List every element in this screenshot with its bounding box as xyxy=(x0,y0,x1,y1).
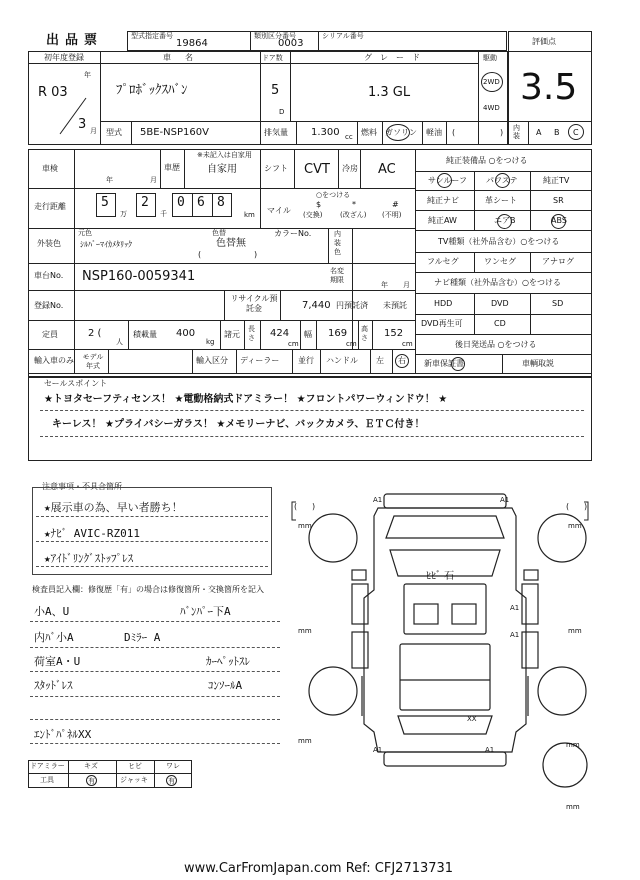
displacement-label: 排気量 xyxy=(264,128,288,137)
reg-year: R 03 xyxy=(38,85,68,100)
diagram-bracket-close: ) xyxy=(584,502,588,511)
displacement-value: 1.300 xyxy=(311,127,340,138)
width-unit: cm xyxy=(346,340,357,348)
inspector-cell: 荷室A・U xyxy=(34,655,81,668)
altered-bottom: (改ざん) xyxy=(340,211,367,219)
equip-item: 純正AW xyxy=(428,216,457,225)
color-paren-close: ) xyxy=(254,250,258,259)
interior-c: C xyxy=(573,128,579,137)
mileage-unit-man: 万 xyxy=(120,210,127,218)
import-dealer: ディーラー xyxy=(240,356,280,365)
unknown-bottom: (不明) xyxy=(382,211,402,219)
recycle-status: 円預託済 xyxy=(336,301,368,310)
equip-item: パワステ xyxy=(486,176,518,185)
shaken-label: 車検 xyxy=(42,164,58,173)
height-label: 高さ xyxy=(361,325,368,342)
sheet-title: 出品票 xyxy=(46,33,104,48)
inspector-cell: ｺﾝｿｰﾙA xyxy=(208,679,243,692)
interior-a: A xyxy=(536,128,542,137)
docs-item: 車輌取説 xyxy=(522,359,554,368)
equip-item: 純正ナビ xyxy=(427,196,459,205)
equip-circle-mark xyxy=(551,214,566,229)
jack-mark: 有 xyxy=(168,777,175,785)
interior-label: 内装 xyxy=(513,124,520,140)
diagram-mm: mm xyxy=(568,627,582,635)
diagram-mm: mm xyxy=(566,803,580,811)
name-change-month-unit: 月 xyxy=(403,281,410,289)
diagram-bracket-close: ) xyxy=(312,502,316,511)
diagram-bracket-open: ( xyxy=(294,502,298,511)
tool-label: 工具 xyxy=(40,776,54,784)
missing-header: ヒビ xyxy=(128,762,142,770)
car-name-value: ﾌﾟﾛﾎﾞｯｸｽﾊﾞﾝ xyxy=(116,83,188,98)
doors-label: ドア数 xyxy=(262,54,283,62)
doors-value: 5 xyxy=(271,83,280,98)
interior-b: B xyxy=(554,128,560,137)
navi-item: DVD xyxy=(491,299,509,308)
sales-points-line: ★トヨタセーフティセンス！ ★電動格納式ドアミラー！ ★フロントパワーウィンドウ！ ★ xyxy=(44,394,448,405)
capacity-unit: 人 xyxy=(116,338,123,346)
equip-item: サンルーフ xyxy=(428,176,467,185)
diagram-mm: mm xyxy=(298,627,312,635)
equip-item: 純正TV xyxy=(543,176,570,185)
serial-label: シリアル番号 xyxy=(322,32,364,40)
doors-suffix: D xyxy=(279,108,285,116)
docs-circle-mark xyxy=(451,357,465,371)
inspector-cell: 小A、U xyxy=(34,605,70,618)
dims-label: 諸元 xyxy=(224,330,240,339)
car-body-diagram xyxy=(290,480,590,810)
light-oil-close: ) xyxy=(500,128,504,137)
missing-header: キズ xyxy=(84,762,98,770)
rating-value: 3.5 xyxy=(520,67,578,108)
height-value: 152 xyxy=(384,328,404,339)
drive-2wd: 2WD xyxy=(483,78,500,86)
notes-line: ★ｱｲﾄﾞﾘﾝｸﾞｽﾄｯﾌﾟﾚｽ xyxy=(44,552,134,565)
mileage-digit: 2 xyxy=(141,195,149,210)
shaken-year-unit: 年 xyxy=(106,176,113,184)
equip-item: 革シート xyxy=(485,196,517,205)
damage-mark: A1 xyxy=(373,746,383,754)
unknown-top: # xyxy=(392,200,399,209)
interior-color-label: 内装色 xyxy=(334,230,341,256)
length-value: 424 xyxy=(270,328,290,339)
navi-item: HDD xyxy=(434,299,453,308)
recycle-value: 7,440 xyxy=(302,300,331,311)
handle-circle-mark xyxy=(395,354,409,368)
usage-value: 自家用 xyxy=(207,164,237,175)
load-unit: kg xyxy=(206,338,215,346)
reg-label: 初年度登録 xyxy=(44,53,84,62)
notes-label: 注意事項・不具合箇所 xyxy=(42,482,122,491)
grade-value: 1.3 GL xyxy=(368,85,411,100)
navi-item: DVD再生可 xyxy=(421,319,463,328)
fuel-label: 燃料 xyxy=(361,128,377,137)
type-cert-label: 型式指定番号 xyxy=(131,32,173,40)
equip-circle-mark xyxy=(437,173,452,188)
sales-points-label: セールスポイント xyxy=(44,379,108,388)
equipment-title: 純正装備品 ○をつける xyxy=(446,156,528,165)
usage-note: ※未記入は自家用 xyxy=(197,151,252,159)
diagram-bracket-open: ( xyxy=(566,502,570,511)
damage-mark: XX xyxy=(467,715,477,723)
inspector-cell: Dﾐﾗｰ A xyxy=(124,631,161,644)
diagram-mm: mm xyxy=(568,522,582,530)
length-unit: cm xyxy=(288,340,299,348)
width-value: 169 xyxy=(328,328,348,339)
mileage-digit: 0 xyxy=(177,195,185,210)
damage-mark: A1 xyxy=(485,746,495,754)
import-parallel: 並行 xyxy=(298,356,314,365)
name-change-year-unit: 年 xyxy=(381,281,388,289)
inspector-cell: ｶｰﾍﾟｯﾄｽﾚ xyxy=(206,655,250,668)
tv-item: アナログ xyxy=(542,257,574,266)
length-label: 長さ xyxy=(248,325,255,342)
missing-header: ワレ xyxy=(166,762,180,770)
color-label: 外装色 xyxy=(37,239,61,248)
interior-circle-mark xyxy=(568,124,584,140)
exchanged-top: $ xyxy=(316,200,322,209)
mileage-digit: 8 xyxy=(217,195,225,210)
damage-mark: A1 xyxy=(500,496,510,504)
shift-label: シフト xyxy=(264,164,288,173)
grade-label: グレード xyxy=(364,53,428,62)
diagram-mm: mm xyxy=(566,741,580,749)
chassis-value: NSP160-0059341 xyxy=(82,269,196,284)
color-paren-open: ( xyxy=(198,250,202,259)
inspector-cell: ｽﾀｯﾄﾞﾚｽ xyxy=(34,679,73,692)
ac-label: 冷房 xyxy=(342,164,358,173)
altered-top: * xyxy=(352,200,356,209)
chassis-label: 車台No. xyxy=(34,271,64,280)
inspector-cell: ｴﾝﾄﾞﾊﾟﾈﾙXX xyxy=(34,728,92,741)
original-color-value: ｼﾙﾊﾞｰﾏｲｶﾒﾀﾘｯｸ xyxy=(80,240,132,249)
mileage-unit-sen: 千 xyxy=(160,210,167,218)
missing-header: ドアミラー xyxy=(30,762,65,770)
navi-title: ナビ種類（社外品含む）○をつける xyxy=(434,278,561,287)
reg-month: 3 xyxy=(78,117,87,132)
diagram-mm: mm xyxy=(298,737,312,745)
fuel-value: ガソリン xyxy=(385,128,417,137)
model-label: 型式 xyxy=(106,128,122,137)
recycle-label: リサイクル預託金 xyxy=(230,294,278,313)
windshield-note: ﾋﾋﾞ 石 xyxy=(426,571,455,582)
equip-circle-mark xyxy=(497,214,512,229)
name-change-label: 名変期限 xyxy=(330,267,344,284)
ac-value: AC xyxy=(378,162,396,177)
mileage-digit: 6 xyxy=(197,195,205,210)
displacement-unit: cc xyxy=(345,133,353,141)
type-cert-value: 19864 xyxy=(176,38,208,49)
drive-label: 駆動 xyxy=(483,54,497,62)
notes-line: ★ﾅﾋﾞ AVIC-RZ011 xyxy=(44,527,140,540)
model-year-label: モデル年式 xyxy=(82,353,104,370)
tv-title: TV種類（社外品含む）○をつける xyxy=(438,237,560,246)
shaken-month-unit: 月 xyxy=(150,176,157,184)
capacity-label: 定員 xyxy=(42,330,58,339)
docs-title: 後日発送品 ○をつける xyxy=(455,340,537,349)
mileage-circle-note: ○をつける xyxy=(316,191,351,199)
import-category-label: 輸入区分 xyxy=(196,356,228,365)
tv-item: フルセグ xyxy=(427,257,459,266)
inspector-cell: 内ﾊﾞ小A xyxy=(34,631,74,644)
equip-item: ABS xyxy=(551,216,567,225)
color-change-value: 色替無 xyxy=(216,238,246,249)
equip-item: エアB xyxy=(494,216,516,225)
shift-value: CVT xyxy=(304,162,330,177)
width-label: 幅 xyxy=(304,330,312,339)
capacity-value: 2 ( xyxy=(88,328,102,339)
registration-label: 登録No. xyxy=(34,301,64,310)
handle-label: ハンドル xyxy=(326,356,358,365)
tv-item: ワンセグ xyxy=(484,257,516,266)
fuel-circle-mark xyxy=(386,124,410,141)
equip-circle-mark xyxy=(495,173,510,188)
exchanged-bottom: (交換) xyxy=(303,211,323,219)
color-change-label: 色替 xyxy=(212,229,226,237)
docs-item: 新車保証書 xyxy=(424,359,464,368)
damage-mark: A1 xyxy=(510,631,520,639)
footer-watermark: www.CarFromJapan.com Ref: CFJ2713731 xyxy=(184,861,454,876)
light-oil-open: ( xyxy=(452,128,456,137)
mileage-unit-km: km xyxy=(244,211,255,219)
navi-item: SD xyxy=(552,299,564,308)
damage-mark: A1 xyxy=(510,604,520,612)
navi-item: CD xyxy=(494,319,506,328)
class-value: 0003 xyxy=(278,38,304,49)
sales-points-line: キーレス！ ★プライバシーガラス！ ★メモリーナビ、バックカメラ、ＥＴＣ付き！ xyxy=(52,419,425,430)
handle-right: 右 xyxy=(398,356,406,365)
color-no-label: カラーNo. xyxy=(274,229,312,238)
light-oil-label: 軽油 xyxy=(426,128,442,137)
diagram-mm: mm xyxy=(298,522,312,530)
reg-month-unit: 月 xyxy=(90,127,97,135)
model-value: 5BE-NSP160V xyxy=(140,127,209,138)
mile-label: マイル xyxy=(267,206,291,215)
car-name-label: 車名 xyxy=(163,53,207,62)
mileage-digit: 5 xyxy=(101,195,109,210)
recycle-unpaid: 未預託 xyxy=(383,301,407,310)
class-label: 類別区分番号 xyxy=(254,32,296,40)
mileage-label: 走行距離 xyxy=(34,202,66,211)
tool-mark: 有 xyxy=(88,777,95,785)
load-label: 積載量 xyxy=(133,330,157,339)
notes-line: ★展示車の為、早い者勝ち！ xyxy=(44,501,183,514)
drive-4wd: 4WD xyxy=(483,104,500,112)
usage-label: 車歴 xyxy=(164,163,180,172)
original-color-label: 元色 xyxy=(78,229,92,237)
damage-mark: A1 xyxy=(373,496,383,504)
handle-left: 左 xyxy=(376,356,384,365)
import-label: 輸入車のみ xyxy=(34,356,74,365)
reg-year-unit: 年 xyxy=(84,71,91,79)
rating-label: 評価点 xyxy=(532,37,556,46)
height-unit: cm xyxy=(402,340,413,348)
load-value: 400 xyxy=(176,328,196,339)
inspector-cell: ﾊﾞﾝﾊﾟｰ下A xyxy=(180,605,231,618)
jack-label: ジャッキ xyxy=(120,776,148,784)
equip-item: SR xyxy=(553,196,564,205)
inspector-label: 検査員記入欄：修復歴「有」の場合は修復箇所・交換箇所を記入 xyxy=(32,585,264,594)
